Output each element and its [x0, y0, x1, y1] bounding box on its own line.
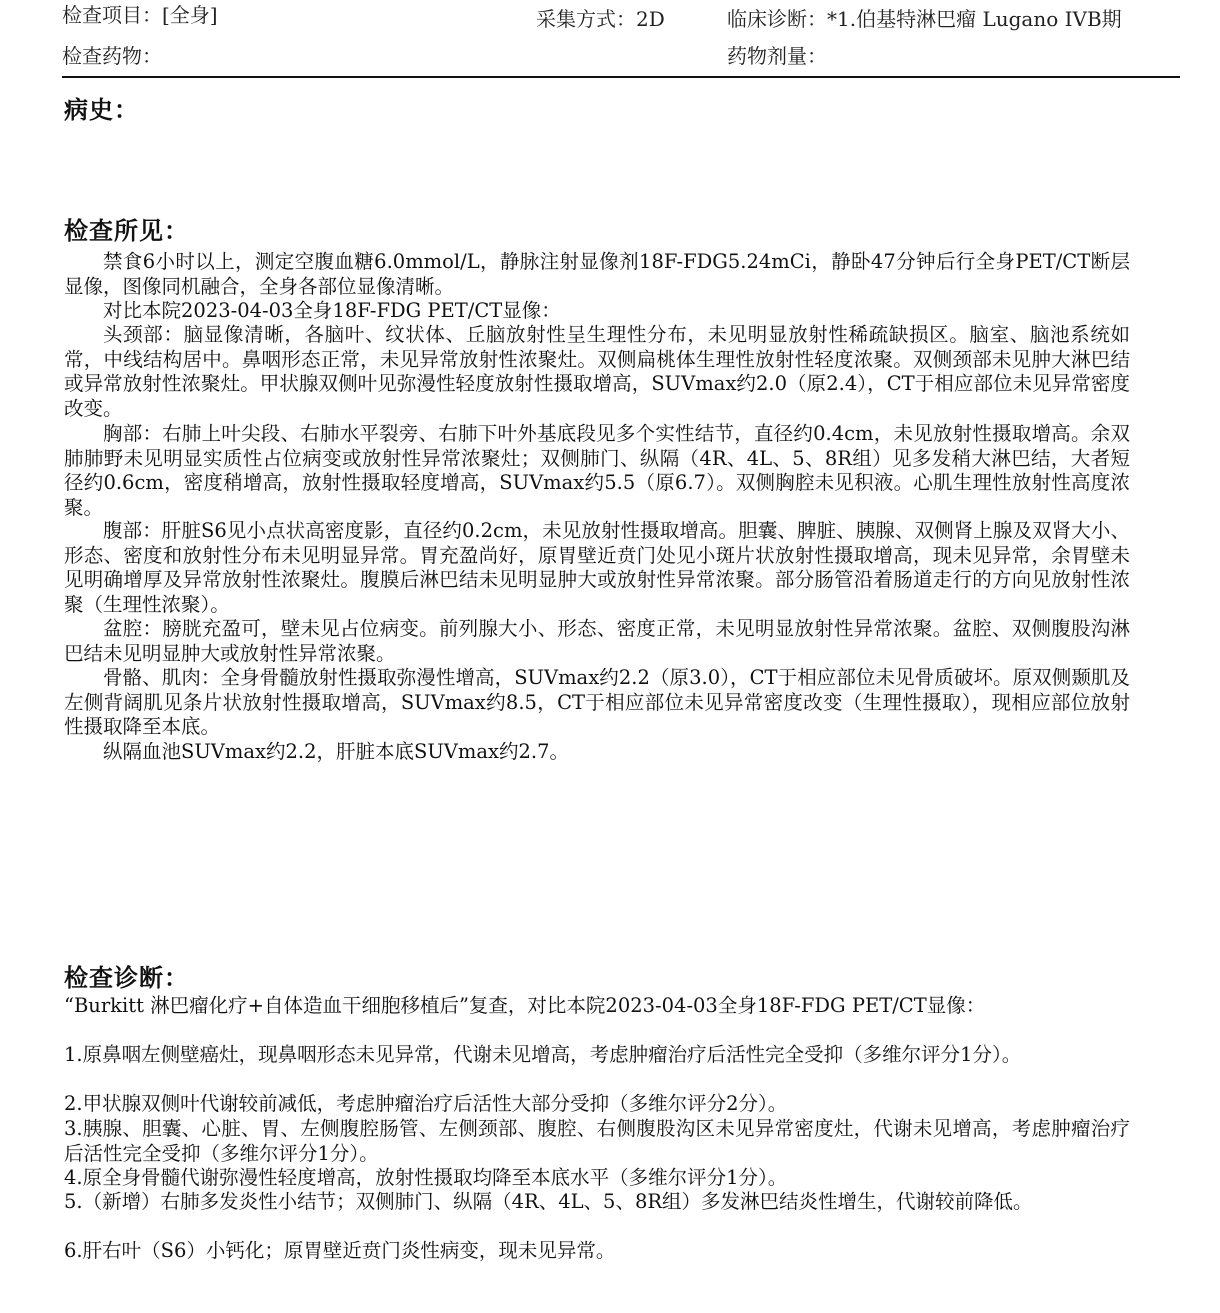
findings-paragraph-head-neck: 头颈部：脑显像清晰，各脑叶、纹状体、丘脑放射性呈生理性分布，未见明显放射性稀疏缺损区。脑室、脑池系统如常，中线结构居中。鼻咽形态正常，未见异常放射性浓聚灶。双侧扁桃体生理性放射性轻度浓聚。双侧颈部未见肿大淋巴结或异常放射性浓聚灶。甲状腺双侧叶见弥漫性轻度放射性摄取增高，SUVmax约2.0（原2.4），CT于相应部位未见异常密度改变。 — [64, 323, 1130, 420]
findings-paragraph-pelvis: 盆腔：膀胱充盈可，壁未见占位病变。前列腺大小、形态、密度正常，未见明显放射性异常浓聚。盆腔、双侧腹股沟淋巴结未见明显肿大或放射性异常浓聚。 — [64, 617, 1130, 665]
clinical-diagnosis: 临床诊断：*1.伯基特淋巴瘤 Lugano IVB期 — [727, 7, 1122, 31]
collect-method: 采集方式：2D — [536, 7, 665, 31]
findings-paragraph-suv: 纵隔血池SUVmax约2.2，肝脏本底SUVmax约2.7。 — [103, 740, 570, 763]
diagnosis-item: 5.（新增）右肺多发炎性小结节；双侧肺门、纵隔（4R、4L、5、8R组）多发淋巴结炎性增生，代谢较前降低。 — [64, 1190, 1033, 1213]
diagnosis-title: 检查诊断： — [64, 963, 189, 992]
findings-paragraph: 对比本院2023-04-03全身18F-FDG PET/CT显像： — [103, 299, 561, 322]
header-divider — [62, 76, 1180, 78]
drug-dose: 药物剂量： — [727, 44, 827, 68]
diagnosis-intro: “Burkitt 淋巴瘤化疗+自体造血干细胞移植后”复查，对比本院2023-04-03全身18F-FDG PET/CT显像： — [64, 994, 986, 1017]
findings-title: 检查所见： — [64, 216, 189, 245]
diagnosis-item: 3.胰腺、胆囊、心脏、胃、左侧腹腔肠管、左侧颈部、腹腔、右侧腹股沟区未见异常密度灶，代谢未见增高，考虑肿瘤治疗后活性完全受抑（多维尔评分1分）。 — [64, 1117, 1130, 1165]
findings-paragraph-chest: 胸部：右肺上叶尖段、右肺水平裂旁、右肺下叶外基底段见多个实性结节，直径约0.4cm，未见放射性摄取增高。余双肺肺野未见明显实质性占位病变或放射性异常浓聚灶；双侧肺门、纵隔（4R、4L、5、8R组）见多发稍大淋巴结，大者短径约0.6cm，密度稍增高，放射性摄取轻度增高，SUVmax约5.5（原6.7）。双侧胸腔未见积液。心肌生理性放射性高度浓聚。 — [64, 422, 1130, 519]
findings-paragraph: 禁食6小时以上，测定空腹血糖6.0mmol/L，静脉注射显像剂18F-FDG5.24mCi，静卧47分钟后行全身PET/CT断层显像，图像同机融合，全身各部位显像清晰。 — [64, 250, 1130, 298]
diagnosis-item: 4.原全身骨髓代谢弥漫性轻度增高，放射性摄取均降至本底水平（多维尔评分1分）。 — [64, 1166, 788, 1189]
history-title: 病史： — [64, 95, 139, 124]
exam-item: 检查项目：[全身] — [62, 3, 218, 27]
findings-paragraph-abdomen: 腹部：肝脏S6见小点状高密度影，直径约0.2cm，未见放射性摄取增高。胆囊、脾脏、胰腺、双侧肾上腺及双肾大小、形态、密度和放射性分布未见明显异常。胃充盈尚好，原胃壁近贲门处见小斑片状放射性摄取增高，现未见异常，余胃壁未见明确增厚及异常放射性浓聚灶。腹膜后淋巴结未见明显肿大或放射性异常浓聚。部分肠管沿着肠道走行的方向见放射性浓聚（生理性浓聚）。 — [64, 519, 1130, 616]
diagnosis-item: 2.甲状腺双侧叶代谢较前减低，考虑肿瘤治疗后活性大部分受抑（多维尔评分2分）。 — [64, 1092, 788, 1115]
diagnosis-item: 6.肝右叶（S6）小钙化；原胃壁近贲门炎性病变，现未见异常。 — [64, 1239, 616, 1262]
exam-drug: 检查药物： — [62, 44, 162, 68]
diagnosis-item: 1.原鼻咽左侧壁癌灶，现鼻咽形态未见异常，代谢未见增高，考虑肿瘤治疗后活性完全受抑（多维尔评分1分）。 — [64, 1043, 1022, 1066]
findings-paragraph-bone-muscle: 骨骼、肌肉：全身骨髓放射性摄取弥漫性增高，SUVmax约2.2（原3.0），CT于相应部位未见骨质破坏。原双侧颞肌及左侧背阔肌见条片状放射性摄取增高，SUVmax约8.5，CT于相应部位未见异常密度改变（生理性摄取），现相应部位放射性摄取降至本底。 — [64, 666, 1130, 738]
